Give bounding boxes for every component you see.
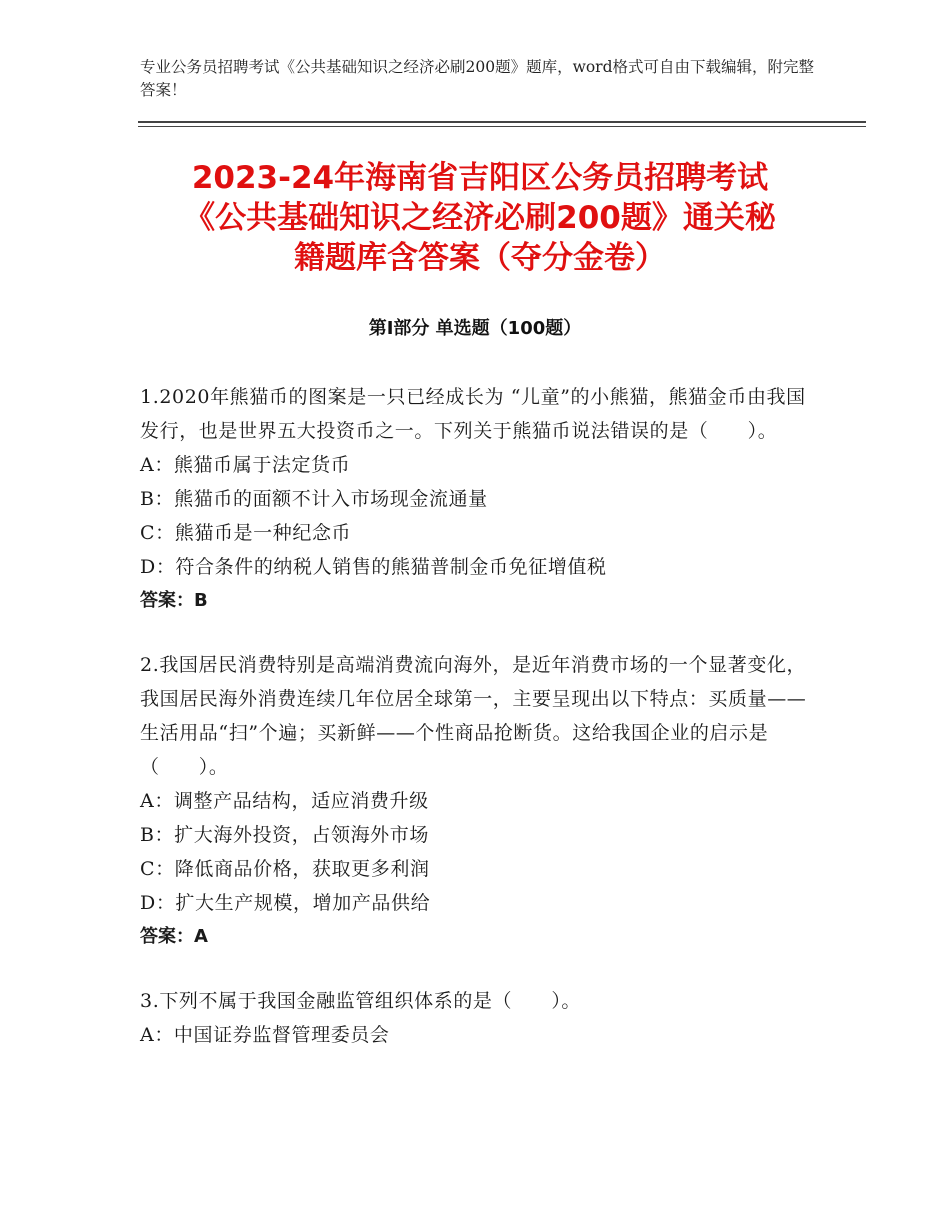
option-a: A：熊猫币属于法定货币 [140,454,351,476]
option-a: A：中国证券监督管理委员会 [140,1024,390,1046]
question-stem: 3.下列不属于我国金融监管组织体系的是（ ）。 [140,990,582,1012]
option-b: B：扩大海外投资，占领海外市场 [140,824,429,846]
question-list [140,380,820,1082]
header-divider [138,121,866,127]
title-line-2: 《公共基础知识之经济必刷200题》通关秘 [184,200,776,236]
question-2 [140,648,820,954]
question-stem: 2.我国居民消费特别是高端消费流向海外，是近年消费市场的一个显著变化，我国居民海外消费连续几年位居全球第一，主要呈现出以下特点：买质量——生活用品“扫”个遍；买新鲜——个性商品抢断货。这给我国企业的启示是（ ）。 [140,654,807,778]
question-stem: 1.2020年熊猫币的图案是一只已经成长为 “儿童”的小熊猫，熊猫金币由我国发行，也是世界五大投资币之一。下列关于熊猫币说法错误的是（ ）。 [140,386,806,442]
answer-label: 答案：B [140,590,208,611]
header-note: 专业公务员招聘考试《公共基础知识之经济必刷200题》题库，word格式可自由下载编辑，附完整答案！ [140,58,815,99]
document-title [100,158,860,278]
title-line-1: 2023-24年海南省吉阳区公务员招聘考试 [191,160,769,196]
option-d: D：符合条件的纳税人销售的熊猫普制金币免征增值税 [140,556,607,578]
section-title: 第Ⅰ部分 单选题（100题） [368,318,582,339]
answer-label: 答案：A [140,926,208,947]
option-c: C：降低商品价格，获取更多利润 [140,858,430,880]
question-1 [140,380,820,618]
option-c: C：熊猫币是一种纪念币 [140,522,352,544]
title-line-3: 籍题库含答案（夺分金卷） [294,240,666,276]
option-d: D：扩大生产规模，增加产品供给 [140,892,431,914]
question-3 [140,984,820,1052]
option-b: B：熊猫币的面额不计入市场现金流通量 [140,488,488,510]
option-a: A：调整产品结构，适应消费升级 [140,790,429,812]
